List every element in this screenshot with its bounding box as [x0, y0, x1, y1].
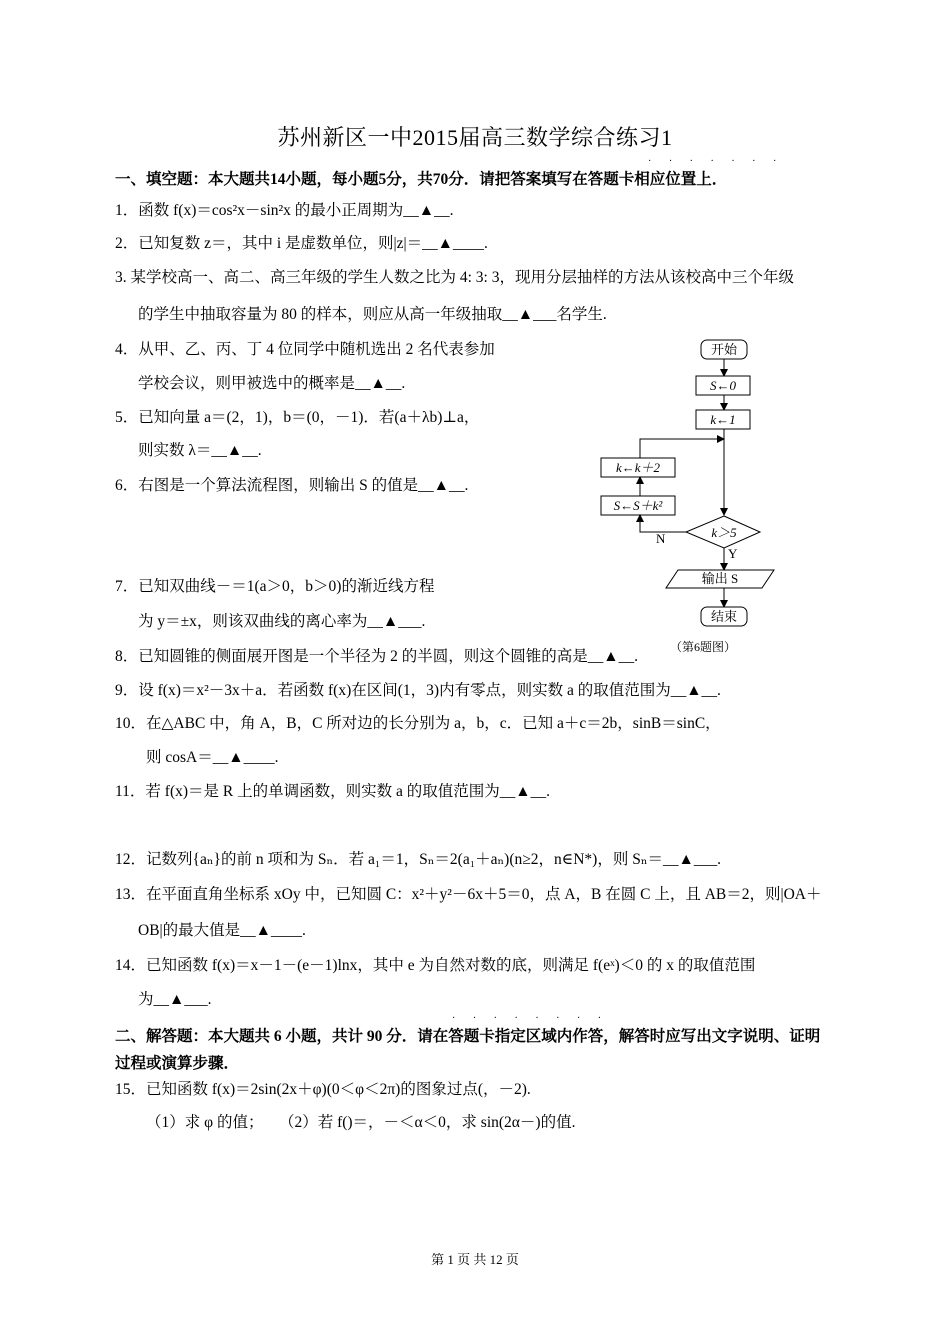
flow-k1-text: k←1 [710, 412, 736, 427]
question-7-line1: 7．已知双曲线－＝1(a＞0，b＞0)的渐近线方程 [115, 578, 435, 595]
flow-condition-text: k＞5 [711, 525, 737, 540]
flow-caption: （第6题图） [669, 640, 737, 654]
question-13-line2: OB|的最大值是__▲____. [138, 922, 306, 939]
question-4-line2: 学校会议，则甲被选中的概率是__▲__. [138, 375, 406, 392]
question-3-line2: 的学生中抽取容量为 80 的样本，则应从高一年级抽取__▲___名学生. [138, 306, 607, 323]
question-11: 11．若 f(x)＝是 R 上的单调函数，则实数 a 的取值范围为__▲__. [115, 783, 550, 800]
flow-kk2-text: k←k＋2 [615, 460, 661, 475]
question-1: 1．函数 f(x)＝cos²x－sin²x 的最小正周期为__▲__. [115, 202, 454, 219]
question-5-line2: 则实数 λ＝__▲__. [138, 442, 262, 459]
question-8: 8．已知圆锥的侧面展开图是一个半径为 2 的半圆，则这个圆锥的高是__▲__. [115, 648, 638, 665]
flow-yes-label: Y [728, 546, 738, 561]
question-14-line1: 14．已知函数 f(x)＝x－1－(e－1)lnx，其中 e 为自然对数的底，则满足 f(eˣ)＜0 的 x 的取值范围 [115, 957, 756, 974]
flow-s0-text: S←0 [710, 378, 736, 393]
question-3-line1: 3. 某学校高一、高二、高三年级的学生人数之比为 4: 3: 3，现用分层抽样的方法从该校高中三个年级 [115, 269, 794, 286]
flow-output-text: 输出 S [701, 571, 739, 586]
emphasis-dots-2: · · · · · · · · [452, 1013, 609, 1024]
question-4-line1: 4．从甲、乙、丙、丁 4 位同学中随机选出 2 名代表参加 [115, 341, 495, 358]
section2-heading-line2: 过程或演算步骤． [115, 1055, 240, 1072]
section2-heading-line1: 二、解答题：本大题共 6 小题，共计 90 分．请在答题卡指定区域内作答，解答时应写出文字说明、证明 [115, 1028, 821, 1045]
flow-no-label: N [656, 531, 666, 546]
question-13-line1: 13．在平面直角坐标系 xOy 中，已知圆 C：x²＋y²－6x＋5＝0，点 A，B 在圆 C 上，且 AB＝2，则|OA＋ [115, 886, 822, 903]
question-6: 6．右图是一个算法流程图，则输出 S 的值是__▲__. [115, 477, 469, 494]
algorithm-flowchart [598, 336, 798, 656]
section1-heading: 一、填空题：本大题共14小题，每小题5分，共70分．请把答案填写在答题卡相应位置上． [115, 171, 728, 188]
question-15-line1: 15．已知函数 f(x)＝2sin(2x＋φ)(0＜φ＜2π)的图象过点(，－2). [115, 1081, 531, 1098]
question-14-line2: 为__▲___. [138, 991, 212, 1008]
flow-end-text: 结束 [710, 609, 738, 624]
flow-ssk2-text: S←S＋k² [613, 498, 663, 513]
question-7-line2: 为 y＝±x，则该双曲线的离心率为__▲___. [138, 613, 426, 630]
page-footer: 第 1 页 共 12 页 [431, 1252, 519, 1267]
emphasis-dots-1: · · · · · · · [648, 156, 784, 167]
question-9: 9．设 f(x)＝x²－3x＋a．若函数 f(x)在区间(1，3)内有零点，则实数 a 的取值范围为__▲__. [115, 682, 721, 699]
question-10-line1: 10．在△ABC 中，角 A，B，C 所对边的长分别为 a，b，c．已知 a＋c＝2b，sinB＝sinC， [115, 715, 721, 732]
question-5-line1: 5．已知向量 a＝(2，1)，b＝(0，－1)．若(a＋λb)⊥a， [115, 409, 480, 426]
question-15-line2: （1）求 φ 的值； （2）若 f()＝，－＜α＜0，求 sin(2α－)的值. [146, 1114, 576, 1131]
page-title: 苏州新区一中2015届高三数学综合练习1 [277, 125, 673, 150]
question-10-line2: 则 cosA＝__▲____. [146, 749, 279, 766]
flow-start-text: 开始 [710, 342, 738, 357]
question-2: 2．已知复数 z＝，其中 i 是虚数单位，则|z|＝__▲____. [115, 235, 488, 252]
question-12: 12．记数列{aₙ}的前 n 项和为 Sₙ．若 a₁＝1，Sₙ＝2(a₁＋aₙ)(n≥2，n∈N*)，则 Sₙ＝__▲___. [115, 851, 722, 868]
